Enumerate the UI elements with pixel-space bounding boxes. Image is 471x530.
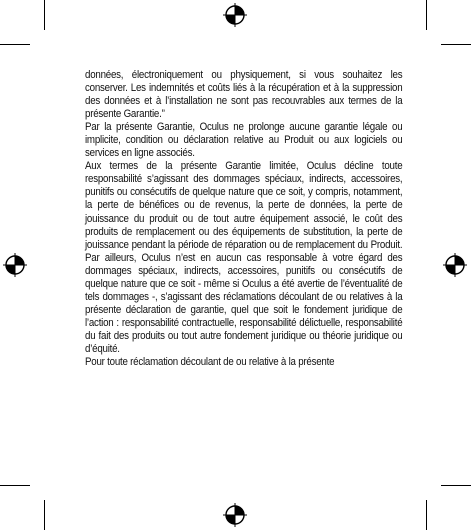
crop-mark-top-left-horizontal bbox=[0, 44, 30, 45]
crop-mark-bottom-right-vertical bbox=[426, 500, 427, 530]
paragraph-no-extended-warranty: Par la présente Garantie, Oculus ne prolonge aucune garantie légale ou implicite, condition ou déclaration relative au Produit ou aux logiciels ou services en ligne associés. bbox=[85, 121, 403, 160]
paragraph-claims: Pour toute réclamation découlant de ou relative à la présente bbox=[85, 356, 335, 369]
registration-target-icon bbox=[443, 253, 467, 277]
crop-mark-top-right-horizontal bbox=[441, 44, 471, 45]
registration-target-icon bbox=[223, 503, 247, 527]
registration-target-icon bbox=[223, 3, 247, 27]
registration-target-icon bbox=[3, 253, 27, 277]
crop-mark-top-left-vertical bbox=[44, 0, 45, 30]
crop-mark-bottom-left-horizontal bbox=[0, 485, 30, 486]
paragraph-liability-disclaimer: Aux termes de la présente Garantie limitée, Oculus décline toute responsabilité s’agissant des dommages spéciaux, indirects, accessoires, punitifs ou consécutifs de quelque nature que ce soit, y compris, notamment, la perte de bénéfices ou de revenus, la perte de données, la perte de jouissance du produit ou de tout autre équipement associé, le coût des produits de remplacement ou des équipements de substitution, la perte de jouissance pendant la période de réparation ou de remplacement du Produit. Par ailleurs, Oculus n’est en aucun cas responsable à votre égard des dommages spéciaux, indirects, accessoires, punitifs ou consécutifs de quelque nature que ce soit - même si Oculus a été avertie de l’éventualité de tels dommages -, s’agissant des réclamations découlant de ou relatives à la présente déclaration de garantie, quel que soit le fondement juridique de l’action : responsabilité contractuelle, responsabilité délictuelle, responsabilité du fait des produits ou tout autre fondement juridique ou théorie juridique ou d’équité. bbox=[85, 160, 403, 355]
crop-mark-top-right-vertical bbox=[426, 0, 427, 30]
crop-mark-bottom-right-horizontal bbox=[441, 485, 471, 486]
warranty-text-block bbox=[85, 69, 402, 369]
crop-mark-bottom-left-vertical bbox=[44, 500, 45, 530]
paragraph-data-recovery: données, électroniquement ou physiquement, si vous souhaitez les conserver. Les indemnités et coûts liés à la récupération et à la suppression des données et à l’installation ne sont pas recouvrables aux termes de la présente Garantie.” bbox=[85, 69, 403, 121]
